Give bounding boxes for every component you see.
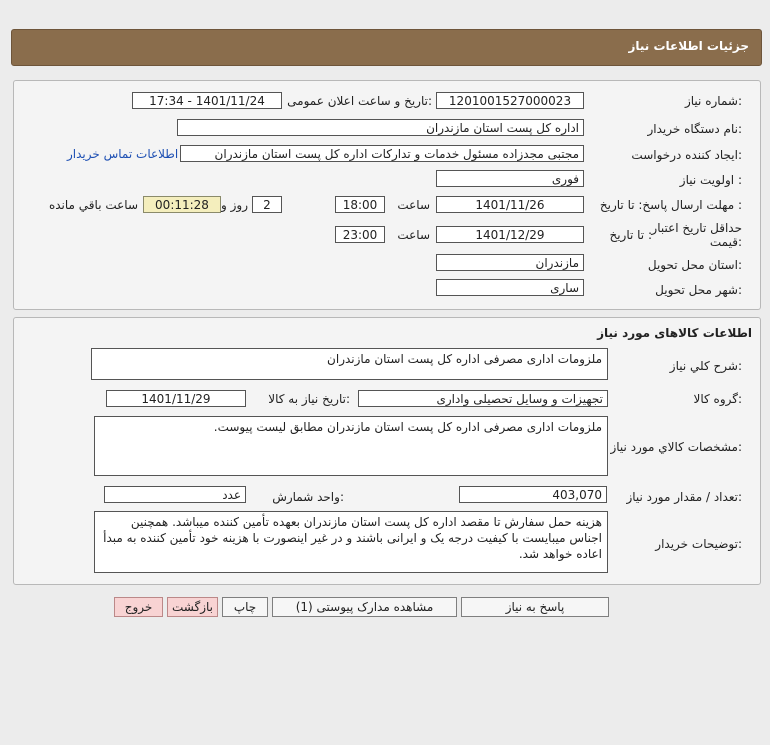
city-label: شهر محل تحویل: <box>655 283 742 297</box>
validity-label-line2: قیمت: <box>709 235 742 249</box>
goods-group-label: گروه کالا: <box>693 392 742 406</box>
print-button[interactable]: چاپ <box>222 597 268 617</box>
description-label: شرح کلي نياز: <box>669 359 742 373</box>
buyer-contact-link[interactable]: اطلاعات تماس خریدار <box>67 147 179 161</box>
goods-section-title: اطلاعات کالاهای مورد نیاز <box>597 326 752 340</box>
page-title: جزئیات اطلاعات نیاز <box>628 39 749 53</box>
announce-datetime-field: 1401/11/24 - 17:34 <box>132 92 282 109</box>
description-field: ملزومات اداری مصرفی اداره کل پست استان مازندران <box>91 348 608 380</box>
goods-group-field: تجهیزات و وسایل تحصیلی واداری <box>358 390 608 407</box>
deadline-date-field: 1401/11/26 <box>436 196 584 213</box>
view-attachments-button[interactable]: مشاهده مدارک پیوستی (1) <box>272 597 457 617</box>
specs-label: مشخصات کالاي مورد نياز: <box>610 440 742 454</box>
quantity-label: تعداد / مقدار مورد نیاز: <box>626 490 742 504</box>
need-info-panel <box>13 80 761 310</box>
unit-label: واحد شمارش: <box>272 490 344 504</box>
province-label: استان محل تحویل: <box>647 258 742 272</box>
validity-to-label: تا تاریخ : <box>609 228 652 242</box>
exit-button[interactable]: خروج <box>114 597 163 617</box>
page-header <box>11 29 762 66</box>
buyer-notes-label: توضیحات خریدار: <box>655 537 742 551</box>
need-date-field: 1401/11/29 <box>106 390 246 407</box>
deadline-time-label: ساعت <box>397 198 430 212</box>
priority-label: اولویت نیاز : <box>679 173 742 187</box>
buyer-org-label: نام دستگاه خریدار: <box>647 122 742 136</box>
creator-label: ایجاد کننده درخواست: <box>631 148 742 162</box>
need-number-field: 1201001527000023 <box>436 92 584 109</box>
specs-field: ملزومات اداری مصرفی اداره کل پست استان مازندران مطابق لیست پیوست. <box>94 416 608 476</box>
validity-time-field: 23:00 <box>335 226 385 243</box>
quantity-field: 403,070 <box>459 486 607 503</box>
validity-date-field: 1401/12/29 <box>436 226 584 243</box>
need-date-label: تاریخ نیاز به کالا: <box>268 392 350 406</box>
validity-label-line1: حداقل تاریخ اعتبار <box>651 221 742 235</box>
reply-button[interactable]: پاسخ به نیاز <box>461 597 609 617</box>
creator-field: مجتبی مجدزاده مسئول خدمات و تدارکات اداره کل پست استان مازندران <box>180 145 584 162</box>
need-number-label: شماره نیاز: <box>684 94 742 108</box>
announce-datetime-label: تاریخ و ساعت اعلان عمومی: <box>287 94 432 108</box>
validity-time-label: ساعت <box>397 228 430 242</box>
province-field: مازندران <box>436 254 584 271</box>
days-label: روز و <box>221 198 248 212</box>
buyer-org-field: اداره کل پست استان مازندران <box>177 119 584 136</box>
back-button[interactable]: بازگشت <box>167 597 218 617</box>
priority-field: فوری <box>436 170 584 187</box>
remaining-time-field: 00:11:28 <box>143 196 221 213</box>
remaining-time-label: ساعت باقي مانده <box>48 198 138 212</box>
unit-field: عدد <box>104 486 246 503</box>
city-field: ساری <box>436 279 584 296</box>
deadline-label: مهلت ارسال پاسخ: تا تاریخ : <box>599 198 742 212</box>
days-remaining-field: 2 <box>252 196 282 213</box>
buyer-notes-field: هزینه حمل سفارش تا مقصد اداره کل پست استان مازندران بعهده تأمین کننده میباشد. همچنین اجناس میبایست با کیفیت درجه یک و ایرانی باشند و در غیر اینصورت با هزینه خود تأمین کننده به مبدأ اعاده خواهد شد. <box>94 511 608 573</box>
deadline-time-field: 18:00 <box>335 196 385 213</box>
